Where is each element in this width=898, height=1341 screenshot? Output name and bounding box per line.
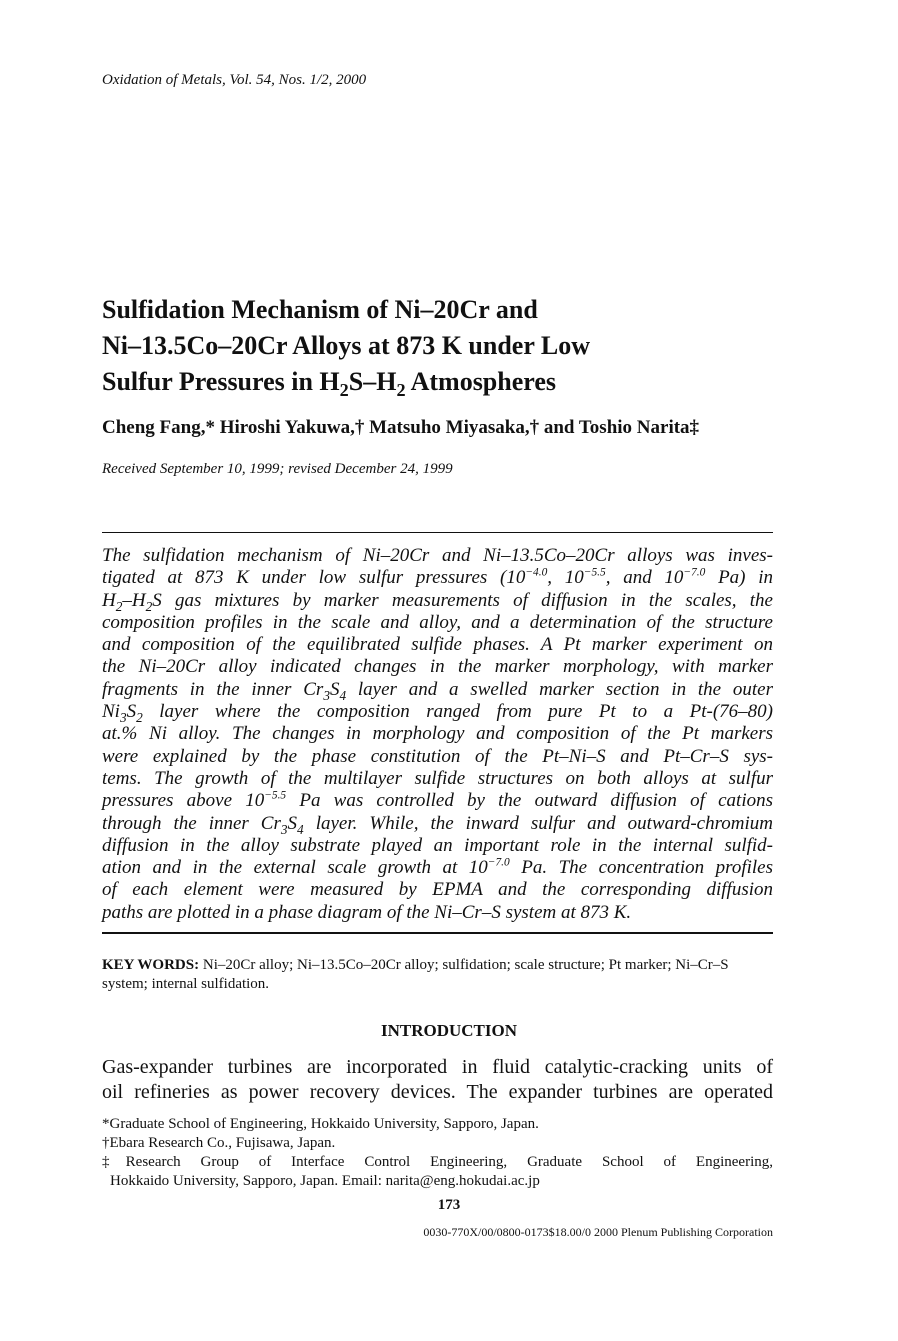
abstract-line: $H_2-H_2S$ gas mixtures by marker measurements of diffusion in the scales, the: [102, 589, 773, 614]
abstract-line: through the inner $Cr_3S_4$ layer. While, the inward sulfur and outward-chromium: [102, 812, 773, 837]
abstract-line: $Ni_3S_2$ layer where the composition ranged from pure Pt to a Pt-(76–80): [102, 701, 773, 725]
abstract-line: of each element were measured by EPMA and the corresponding diffusion: [102, 879, 773, 901]
abstract-line: tems. The growth of the multilayer sulfide structures on both alloys at sulfur: [102, 767, 773, 789]
footnote: ‡Research Group of Interface Control Engineering, Graduate School of Engineering,: [102, 1154, 773, 1170]
abstract-line: diffusion in the alloy substrate played an important role in the internal sulfid-: [102, 834, 773, 856]
footnote: †Ebara Research Co., Fujisawa, Japan.: [102, 1135, 336, 1151]
received-dates: Received September 10, 1999; revised December 24, 1999: [102, 461, 453, 477]
section-heading-introduction: INTRODUCTION: [380, 1021, 518, 1040]
abstract: [102, 545, 773, 924]
paper-title: [102, 292, 802, 400]
title-line-2: Ni–13.5Co–20Cr Alloys at 873 K under Low: [102, 331, 591, 360]
body-line: oil refineries as power recovery devices. The expander turbines are operated: [102, 1081, 773, 1103]
copyright-line: 0030-770X/00/0800-0173$18.00/0 2000 Plenum Publishing Corporation: [423, 1225, 773, 1239]
abstract-line: composition profiles in the scale and alloy, and a determination of the structure: [102, 611, 773, 633]
abstract-line: at.% Ni alloy. The changes in morphology and composition of the Pt markers: [102, 723, 773, 745]
abstract-bottom-rule: [102, 932, 773, 934]
title-line-3: Sulfur Pressures in $H_2S-H_2$ Atmospheres: [102, 367, 556, 401]
abstract-line: pressures above $10^{-5.5}$ Pa was controlled by the outward diffusion of cations: [102, 789, 773, 812]
affiliation-footnotes: [102, 1115, 773, 1191]
abstract-line: fragments in the inner $Cr_3S_4$ layer and a swelled marker section in the outer: [102, 678, 773, 703]
key-words: [102, 956, 773, 994]
author-list: Cheng Fang,* Hiroshi Yakuwa,† Matsuho Miyasaka,† and Toshio Narita‡: [102, 417, 700, 438]
abstract-line: ation and in the external scale growth at $10^{-7.0}$ Pa. The concentration profiles: [102, 856, 773, 879]
abstract-line: and composition of the equilibrated sulfide phases. A Pt marker experiment on: [102, 634, 773, 656]
abstract-line: the Ni–20Cr alloy indicated changes in the marker morphology, with marker: [102, 656, 773, 678]
abstract-line: paths are plotted in a phase diagram of the Ni–Cr–S system at 873 K.: [102, 901, 632, 923]
abstract-line: The sulfidation mechanism of Ni–20Cr and Ni–13.5Co–20Cr alloys was inves-: [102, 545, 773, 566]
abstract-line: were explained by the phase constitution of the Pt–Ni–S and Pt–Cr–S sys-: [102, 745, 773, 767]
key-words-label: KEY WORDS:: [102, 957, 200, 973]
page-number: 173: [437, 1197, 461, 1213]
body-line: Gas-expander turbines are incorporated in fluid catalytic-cracking units of: [102, 1056, 773, 1078]
title-line-1: Sulfidation Mechanism of Ni–20Cr and: [102, 295, 538, 324]
abstract-line: tigated at 873 K under low sulfur pressures ($10^{-4.0}$, $10^{-5.5}$, and $10^{-7.0}$ Pa) in: [102, 566, 774, 589]
footnote: *Graduate School of Engineering, Hokkaido University, Sapporo, Japan.: [102, 1116, 539, 1132]
abstract-top-rule: [102, 532, 773, 533]
journal-citation: Oxidation of Metals, Vol. 54, Nos. 1/2, 2000: [102, 72, 367, 88]
key-words-text: Ni–20Cr alloy; Ni–13.5Co–20Cr alloy; sulfidation; scale structure; Pt marker; Ni–Cr–S system; internal sulfidation.: [102, 957, 729, 992]
footnote-continued: Hokkaido University, Sapporo, Japan. Email: narita@eng.hokudai.ac.jp: [110, 1173, 540, 1189]
introduction-body: [102, 1055, 773, 1105]
